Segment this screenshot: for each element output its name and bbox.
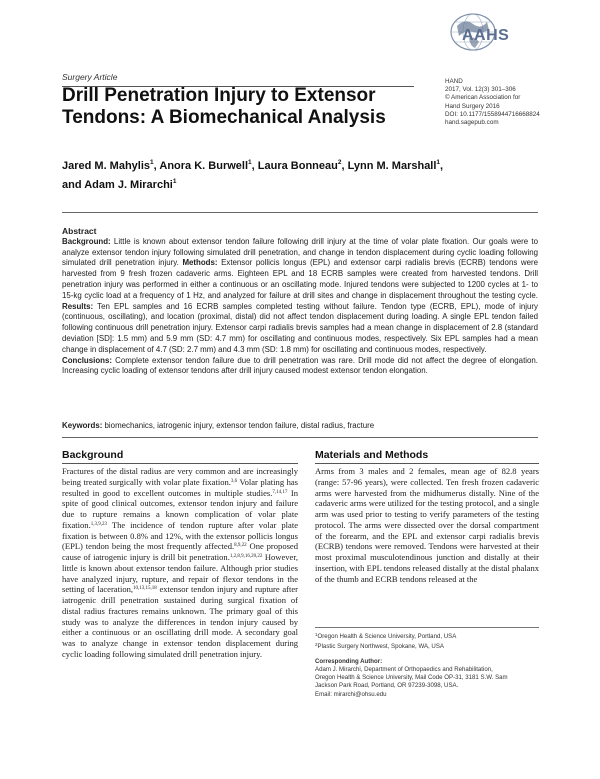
abstract-heading: Abstract <box>62 226 97 236</box>
abstract-section-label: Conclusions: <box>62 355 112 365</box>
background-text: However, little is known about extensor tendon failure. Although prior studies have analyzed injury, rupture, and repair of flexor tendons in the setting of laceration, <box>62 552 298 595</box>
author-name[interactable]: Anora K. Burwell <box>159 160 249 172</box>
meta-line: Hand Surgery 2016 <box>445 102 500 110</box>
author-affiliation-mark: 1 <box>150 159 154 166</box>
citation-ref[interactable]: 1,2,8,9,16,20,22 <box>229 554 263 559</box>
affiliation-text: Plastic Surgery Northwest, Spokane, WA, USA <box>317 643 444 651</box>
author-name[interactable]: Lynn M. Marshall <box>347 160 437 172</box>
citation-ref[interactable]: 3,6 <box>230 478 238 484</box>
meta-line: DOI: 10.1177/1558944716668824 <box>445 110 540 118</box>
abstract <box>62 226 538 377</box>
abstract-section-text: Extensor pollicis longus (EPL) and extensor carpi radialis brevis (ECRB) tendons were harvested from 9 fresh frozen cadaveric arms. Eighteen EPL and 18 ECRB samples were created from harvested tendons. Drill penetration injury was performed in either a continuous or an oscillating mode. Injured tendons were subjected to 1200 cycles at 1- to 15-kg cyclic load at a frequency of 1 Hz, and analyzed for failure at drill sites and change in displacement throughout the testing cycle. <box>62 258 538 300</box>
meta-line: HAND <box>445 78 463 85</box>
methods-heading-rule <box>315 463 539 464</box>
affiliation-text: Oregon Health & Science University, Portland, USA <box>317 633 457 640</box>
author-affiliation-mark: 1 <box>172 178 177 185</box>
article-title: Drill Penetration Injury to Extensor Tendons: A Biomechanical Analysis <box>62 85 386 128</box>
corresponding-author-label: Corresponding Author: <box>315 657 383 665</box>
affiliation-number: 1 <box>315 632 318 637</box>
affiliation-note <box>315 641 555 651</box>
affiliation-number: 2 <box>315 642 318 648</box>
journal-meta <box>445 78 565 127</box>
abstract-top-rule <box>62 212 538 213</box>
citation-ref[interactable]: 10,13,15,18 <box>133 586 157 592</box>
author-name[interactable]: and Adam J. Mirarchi <box>62 179 173 191</box>
background-text: In spite of good clinical outcomes, extensor tendon injury and failure due to rupture remains a known complication of volar plate fixation. <box>62 487 298 530</box>
author-separator: , <box>251 160 258 172</box>
author-list <box>62 155 482 193</box>
author-separator: , <box>153 160 160 172</box>
corresponding-email[interactable]: Email: mirarchi@ohsu.edu <box>315 690 387 698</box>
abstract-section-text: Ten EPL samples and 16 ECRB samples completed testing without failure. Tendon type (ECRB, EPL), mode of injury (continuous, oscillating), and location (proximal, distal) did not affect tendon displacement during loading. A single EPL tendon failed following continuous drill penetration injury. Extensor carpi radialis brevis samples had a mean change in displacement of 2.8 (standard deviation [SD]: 1.5 mm) and 5.9 mm (SD: 4.7 mm) for oscillating and continuous modes, respectively. Six EPL samples had a mean change in displacement of 4.7 (SD: 2.7 mm) and 4.3 mm (SD: 1.8 mm) for oscillating and continuous modes, respectively. <box>62 301 538 354</box>
meta-line[interactable]: hand.sagepub.com <box>445 119 499 127</box>
abstract-body <box>62 237 538 377</box>
background-text: Fractures of the distal radius are very common and are increasingly being treated surgically with volar plate fixation. <box>62 466 298 487</box>
corresponding-line: Adam J. Mirarchi, Department of Orthopaedics and Rehabilitation, <box>315 665 493 673</box>
citation-ref[interactable]: 8,9,22 <box>234 543 247 549</box>
background-text: Volar plating has resulted in good to excellent outcomes in multiple studies. <box>62 476 298 498</box>
footnotes <box>315 631 555 699</box>
background-text: The incidence of tendon rupture after volar plate fixation is between 0.8% and 12%, with the extensor pollicis longus (EPL) tendon being the most frequently affected. <box>62 519 298 552</box>
journal-logo-text: AAHS <box>462 27 510 44</box>
keywords-label: Keywords: <box>62 421 103 430</box>
author-separator: , <box>440 160 444 172</box>
background-body <box>62 466 298 660</box>
article-type: Surgery Article <box>62 72 118 82</box>
keywords-text: biomechanics, iatrogenic injury, extensor tendon failure, distal radius, fracture <box>102 421 375 430</box>
author-affiliation-mark: 1 <box>436 159 441 166</box>
citation-ref[interactable]: 1,3,9,23 <box>90 521 107 527</box>
abstract-section-text: Little is known about extensor tendon failure following drill injury at the time of volar plate fixation. Our goals were to analyze extensor tendon injury following simulated drill penetration, and change in tendon displacement during cyclic loading following simulated drill penetration injury. <box>62 236 538 268</box>
author-affiliation-mark: 1 <box>248 159 252 166</box>
background-heading: Background <box>62 449 124 461</box>
abstract-section-label: Methods: <box>182 258 218 268</box>
abstract-section-label: Background: <box>62 236 111 246</box>
background-text: One proposed cause of iatrogenic injury is drill bit penetration. <box>62 541 298 562</box>
author-name[interactable]: Laura Bonneau <box>257 160 338 172</box>
author-affiliation-mark: 2 <box>337 159 342 166</box>
author-name[interactable]: Jared M. Mahylis <box>62 160 151 172</box>
keywords <box>62 421 538 431</box>
background-text: extensor tendon injury and rupture after iatrogenic drill penetration sustained during surgical fixation of distal radius fractures remains unknown. The primary goal of this study was to analyze the differences in tendon injury caused by either a continuous or an oscillating drill mode. A secondary goal was to analyze change in extensor tendon displacement during cyclic loading following simulated drill penetration injury. <box>62 584 298 659</box>
footnote-rule <box>315 627 539 628</box>
corresponding-line: Oregon Health & Science University, Mail Code OP-31, 3181 S.W. Sam <box>315 674 508 682</box>
abstract-section-text: Complete extensor tendon failure due to drill penetration was rare. Drill mode did not affect the degree of elongation. Increasing cyclic loading of extensor tendons after drill injury caused modest extensor tendon elongation. <box>62 355 538 376</box>
methods-heading: Materials and Methods <box>315 449 429 461</box>
methods-body: Arms from 3 males and 2 females, mean age of 82.8 years (range: 57-96 years), were collected. Ten fresh frozen cadaveric arms were harvested from the midhumerus distally. Nine of the cadaveric arms were utilized for the testing protocol, and a single arm was used prior to testing to verify parameters of the testing protocol. The arms were dissected over the dorsal compartment of the forearm, and the EPL and extensor carpi radialis brevis (ECRB) tendons were removed. Tendons were harvested at their most proximal musculotendinous junction and distally at their insertion, with EPL tendons released distally at the distal phalanx of the thumb and ECRB tendons released at the <box>315 466 539 584</box>
corresponding-line: Jackson Park Road, Portland, OR 97239-3098, USA. <box>315 682 459 690</box>
author-separator: , <box>341 160 348 172</box>
meta-line: © American Association for <box>445 94 521 102</box>
citation-ref[interactable]: 7,14,17 <box>272 489 288 495</box>
affiliation-note <box>315 631 555 641</box>
background-heading-rule <box>62 463 298 464</box>
abstract-section-label: Results: <box>62 301 94 311</box>
meta-line: 2017, Vol. 12(3) 301–306 <box>445 86 516 94</box>
abstract-bottom-rule <box>62 437 538 438</box>
